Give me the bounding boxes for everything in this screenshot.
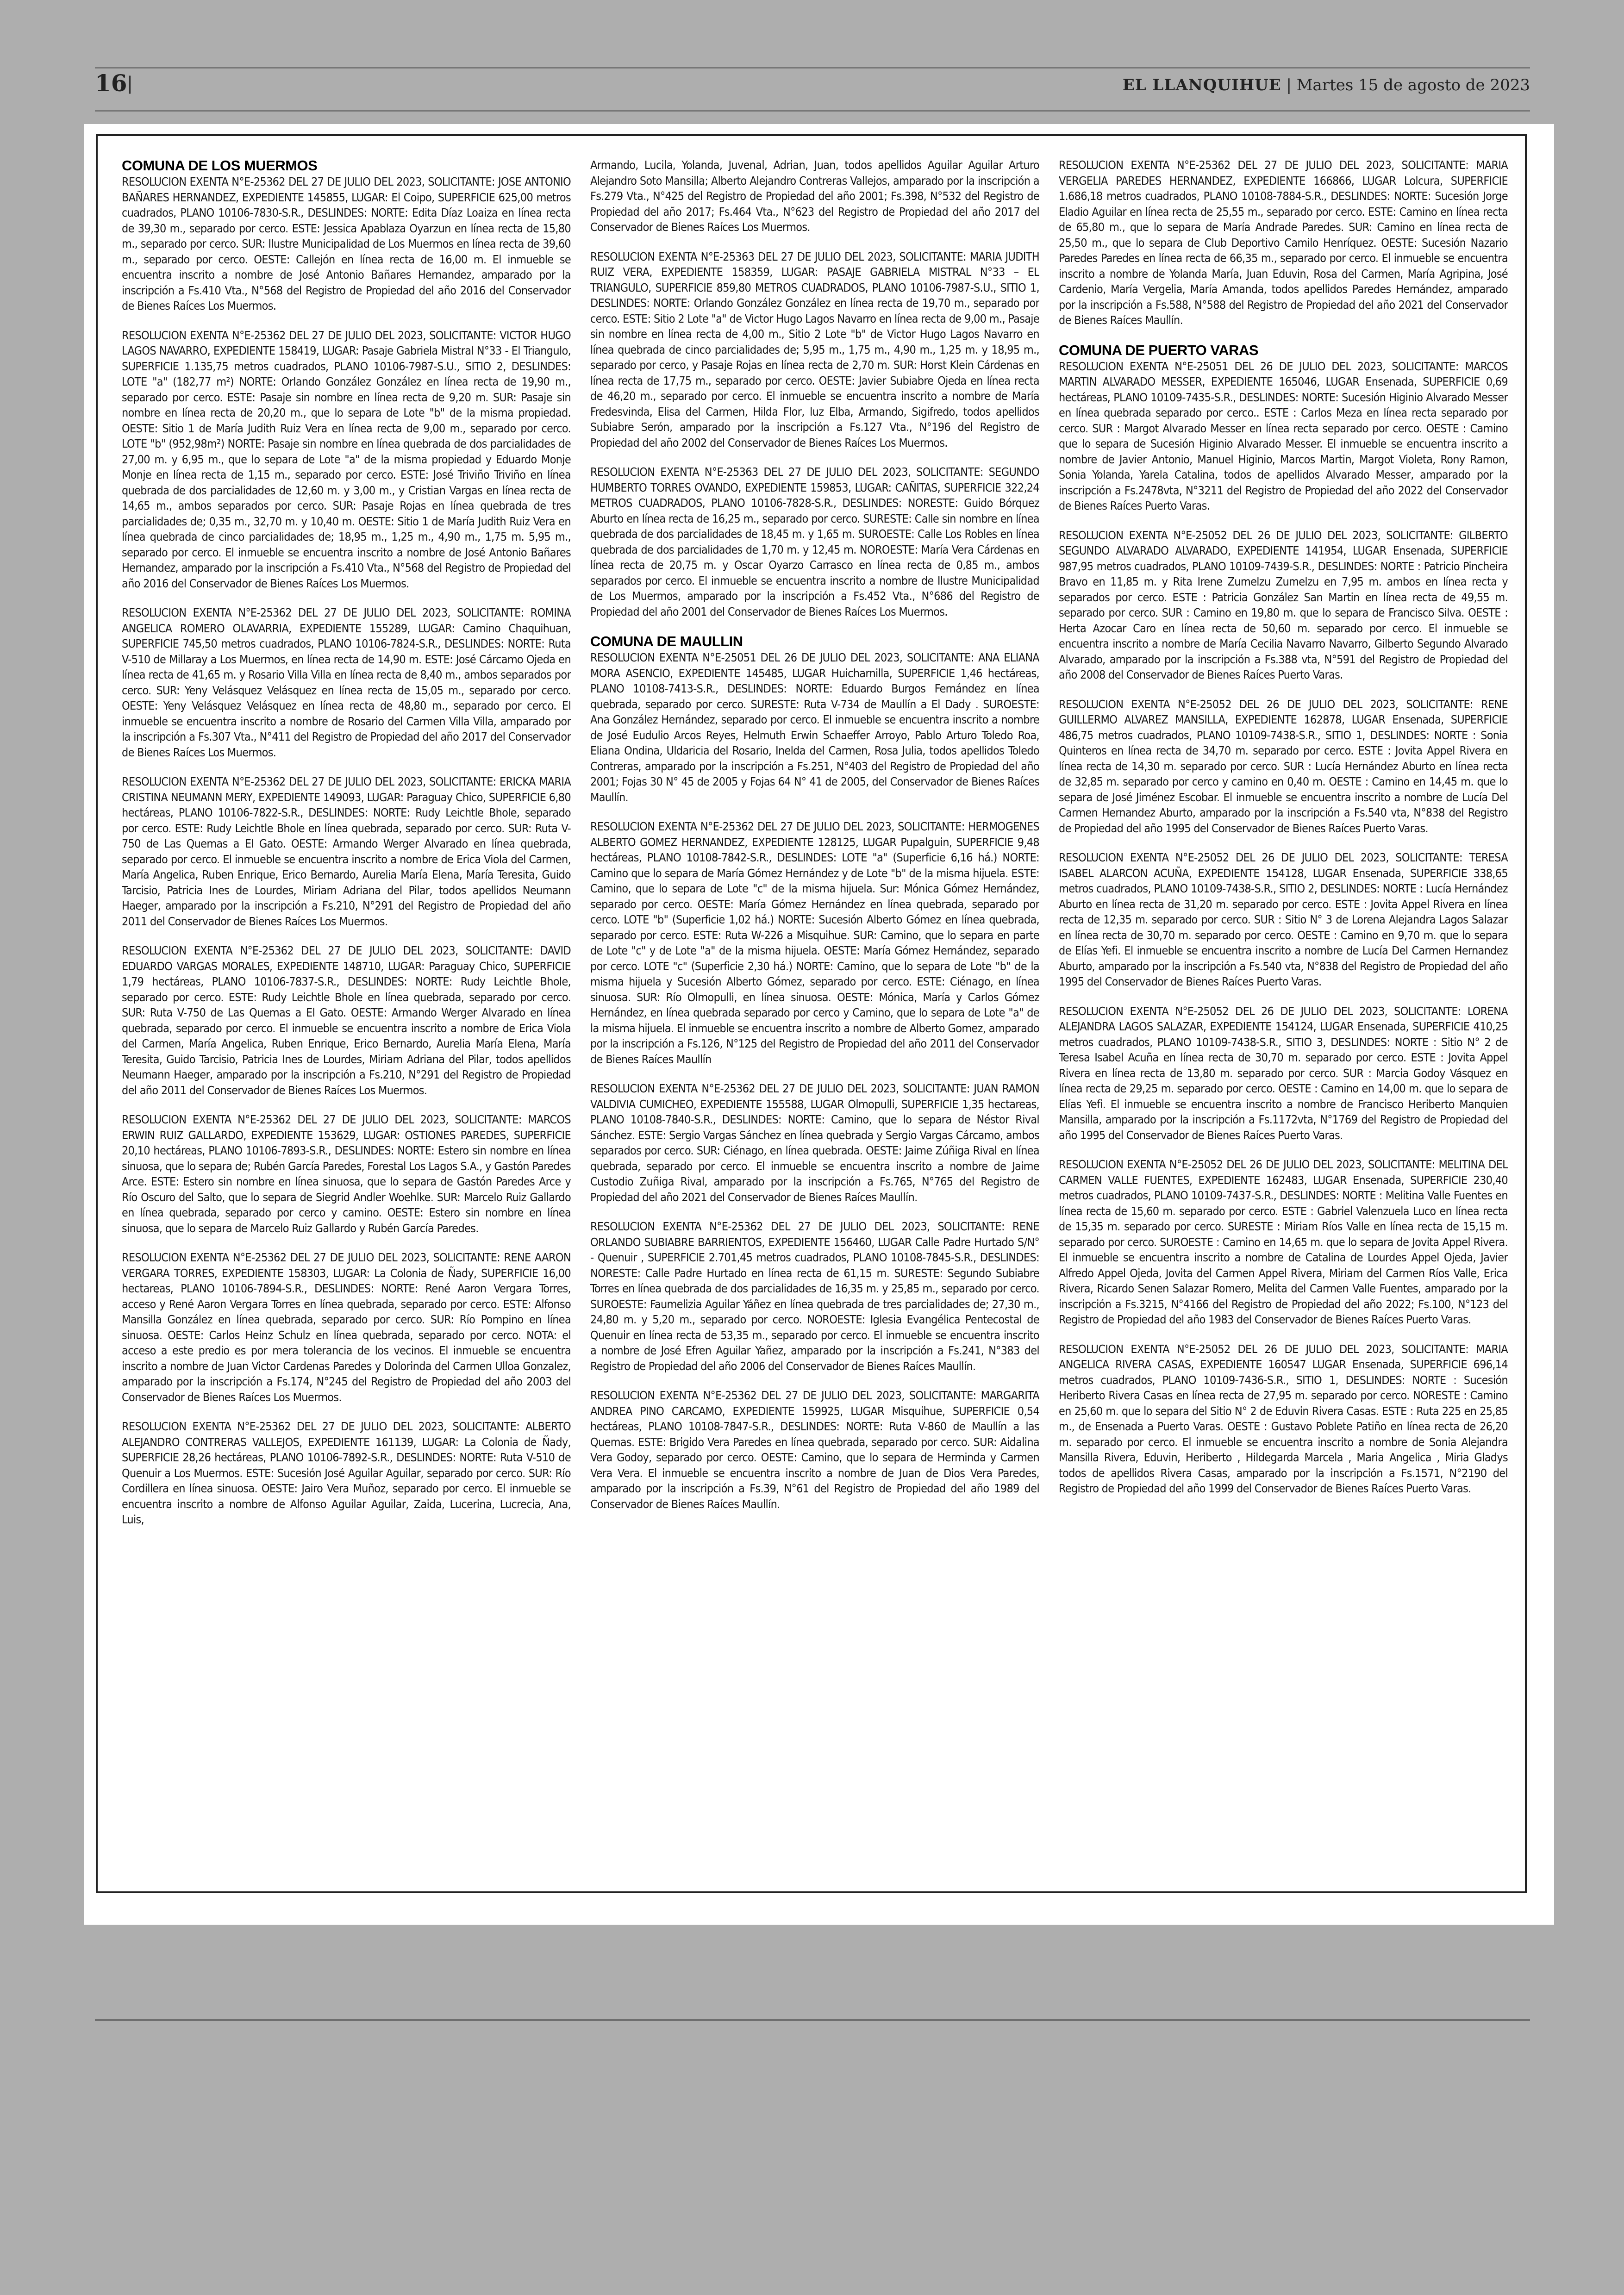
notice-column-3 [1059,157,1508,1870]
legal-notice: RESOLUCION EXENTA N°E-25052 DEL 26 DE JULIO DEL 2023, SOLICITANTE: MELITINA DEL CARMEN VALLE FUENTES, EXPEDIENTE 162483, LUGAR Ensenada, SUPERFICIE 230,40 metros cuadrados, PLANO 10109-7437-S.R., DESLINDES: NORTE : Melitina Valle Fuentes en línea recta de 15,60 m. separado por cerco. ESTE : Gabriel Valenzuela Luco en línea recta de 15,35 m. separado por cerco. SURESTE : Miriam Ríos Valle en línea recta de 15,15 m. separado por cerco. SUROESTE : Camino en 14,65 m. que lo separa de Jovita Appel Rivera. El inmueble se encuentra inscrito a nombre de Catalina de Lourdes Appel Ojeda, Javier Alfredo Appel Ojeda, Jovita del Carmen Appel Rivera, Miriam del Carmen Ríos Valle, Erica Rivera, Ricardo Senen Salazar Romero, Melita del Carmen Valle Fuentes, amparado por la inscripción a Fs.3215, N°4166 del Registro de Propiedad del año 2022; Fs.100, N°123 del Registro de Propiedad del año 1983 del Conservador de Bienes Raíces Puerto Varas. [1059,1158,1508,1326]
page-number: 16 [95,69,127,97]
legal-notice: RESOLUCION EXENTA N°E-25052 DEL 26 DE JULIO DEL 2023, SOLICITANTE: LORENA ALEJANDRA LAGOS SALAZAR, EXPEDIENTE 154124, LUGAR Ensenada, SUPERFICIE 410,25 metros cuadrados, PLANO 10109-7438-S.R., SITIO 3, DESLINDES: NORTE : Sitio N° 2 de Teresa Isabel Acuña en línea recta de 30,70 m. separado por cerco. ESTE : Jovita Appel Rivera en línea recta de 13,80 m. separado por cerco. SUR : Marcia Godoy Vásquez en línea recta de 29,25 m. separado por cerco. OESTE : Camino en 14,00 m. que lo separa de Elías Yefi. El inmueble se encuentra inscrito a nombre de Francisco Heriberto Manquien Mansilla, amparado por la inscripción a Fs.1172vta, N°1769 del Registro de Propiedad del año 1995 del Conservador de Bienes Raíces Puerto Varas. [1059,1004,1508,1142]
legal-notice: RESOLUCION EXENTA N°E-25363 DEL 27 DE JULIO DEL 2023, SOLICITANTE: MARIA JUDITH RUIZ VERA, EXPEDIENTE 158359, LUGAR: PASAJE GABRIELA MISTRAL N°33 – EL TRIANGULO, SUPERFICIE 859,80 METROS CUADRADOS, PLANO 10106-7987-S.U., SITIO 1, DESLINDES: NORTE: Orlando González González en línea recta de 19,70 m., separado por cerco. ESTE: Sitio 2 Lote "a" de Victor Hugo Lagos Navarro en línea recta de 9,00 m., Pasaje sin nombre en línea recta de 4,00 m., Sitio 2 Lote "b" de Victor Hugo Lagos Navarro en línea quebrada de cinco parcialidades de; 5,95 m., 1,75 m., 4,90 m., 1,25 m. y 18,95 m., separado por cerco, y Pasaje Rojas en línea recta de 2,70 m. SUR: Horst Klein Cárdenas en línea recta de 17,75 m., separado por cerco. OESTE: Javier Subiabre Ojeda en línea recta de 46,20 m., separado por cerco. El inmueble se encuentra inscrito a nombre de María Fredesvinda, Elisa del Carmen, Hilda Flor, luz Elba, Armando, Sigifredo, todos apellidos Subiabre Serón, amparado por la inscripción a Fs.127 Vta., N°196 del Registro de Propiedad del año 2002 del Conservador de Bienes Raíces Los Muermos. [590,249,1039,449]
date-separator: | [1281,76,1297,94]
legal-notice: Armando, Lucila, Yolanda, Juvenal, Adrian, Juan, todos apellidos Aguilar Aguilar Arturo Alejandro Soto Mansilla; Alberto Alejandro Contreras Vallejos, amparado por la inscripción a Fs.279 Vta., N°425 del Registro de Propiedad del año 2001; Fs.398, N°532 del Registro de Propiedad del año 2017; Fs.464 Vta., N°623 del Registro de Propiedad del año 2017 del Conservador de Bienes Raíces Los Muermos. [590,158,1039,234]
legal-notice: RESOLUCION EXENTA N°E-25362 DEL 27 DE JULIO DEL 2023, SOLICITANTE: JUAN RAMON VALDIVIA CUMICHEO, EXPEDIENTE 155588, LUGAR Olmopulli, SUPERFICIE 1,35 hectareas, PLANO 10108-7840-S.R., DESLINDES: NORTE: Camino, que lo separa de Néstor Rival Sánchez. ESTE: Sergio Vargas Sánchez en línea quebrada y Sergio Vargas Cárcamo, ambos separados por cerco. SUR: Ciénago, en línea quebrada. OESTE: Jaime Zúñiga Rival en línea quebrada, separado por cerco. El inmueble se encuentra inscrito a nombre de Jaime Custodio Zuñiga Rival, amparado por la inscripción a Fs.765, N°765 del Registro de Propiedad del año 2021 del Conservador de Bienes Raíces Maullín. [590,1082,1039,1204]
legal-notice: RESOLUCION EXENTA N°E-25362 DEL 27 DE JULIO DEL 2023, SOLICITANTE: ROMINA ANGELICA ROMERO OLAVARRIA, EXPEDIENTE 155289, LUGAR: Camino Chaquihuan, SUPERFICIE 745,50 metros cuadrados, PLANO 10106-7824-S.R., DESLINDES: NORTE: Ruta V-510 de Millaray a Los Muermos, en línea recta de 14,90 m. ESTE: José Cárcamo Ojeda en línea recta de 41,65 m. y Rosario Villa Villa en línea recta de 8,40 m., ambos separados por cerco. SUR: Yeny Velásquez Velásquez en línea recta de 15,05 m., separado por cerco. OESTE: Yeny Velásquez Velásquez en línea recta de 48,80 m., separado por cerco. El inmueble se encuentra inscrito a nombre de Rosario del Carmen Villa Villa, amparado por la inscripción a Fs.307 Vta., N°411 del Registro de Propiedad del año 2017 del Conservador de Bienes Raíces Los Muermos. [122,606,571,759]
header-top-rule [95,67,1530,69]
comuna-heading: COMUNA DE PUERTO VARAS [1059,342,1259,358]
notice-column-2 [590,157,1039,1870]
legal-notice: RESOLUCION EXENTA N°E-25362 DEL 27 DE JULIO DEL 2023, SOLICITANTE: MARGARITA ANDREA PINO CARCAMO, EXPEDIENTE 159925, LUGAR Misquihue, SUPERFICIE 0,54 hectáreas, PLANO 10108-7847-S.R., DESLINDES: NORTE: Ruta V-860 de Maullín a las Quemas. ESTE: Brigido Vera Paredes en línea quebrada, separado por cerco. SUR: Aidalina Vera Godoy, separado por cerco. OESTE: Camino, que lo separa de Herminda y Carmen Vera Vera. El inmueble se encuentra inscrito a nombre de Juan de Dios Vera Paredes, amparado por la inscripción a Fs.39, N°61 del Registro de Propiedad del año 1989 del Conservador de Bienes Raíces Maullín. [590,1389,1039,1511]
legal-notice: RESOLUCION EXENTA N°E-25362 DEL 27 DE JULIO DEL 2023, SOLICITANTE: VICTOR HUGO LAGOS NAVARRO, EXPEDIENTE 158419, LUGAR: Pasaje Gabriela Mistral N°33 - El Triangulo, SUPERFICIE 1.135,75 metros cuadrados, PLANO 10106-7987-S.U., SITIO 2, DESLINDES: LOTE "a" (182,77 m²) NORTE: Orlando González González en línea recta de 19,90 m., separado por cerco. ESTE: Pasaje sin nombre en línea recta de 9,20 m. SUR: Pasaje sin nombre en línea recta de 20,20 m., que lo separa de Lote "b" de la misma propiedad. OESTE: Sitio 1 de María Judith Ruiz Vera en línea recta de 9,00 m., separado por cerco. LOTE "b" (952,98m²) NORTE: Pasaje sin nombre en línea quebrada de dos parcialidades de 27,00 m. y 6,95 m., que lo separa de Lote "a" de la misma propiedad y Eduardo Monje Monje en línea recta de 1,15 m., separado por cerco. ESTE: José Triviño Triviño en línea quebrada de dos parcialidades de 12,60 m. y 3,00 m., y Cristian Vargas en línea recta de 14,65 m., ambos separados por cerco. SUR: Pasaje Rojas en línea quebrada de tres parcialidades de; 0,35 m., 32,70 m. y 10,40 m. OESTE: Sitio 1 de María Judith Ruiz Vera en línea quebrada de cinco parcialidades de; 18,95 m., 1,25 m., 4,90 m., 1,75 m. 5,95 m., separado por cerco. El inmueble se encuentra inscrito a nombre de José Antonio Bañares Hernandez, amparado por la inscripción a Fs.410 Vta., N°568 del Registro de Propiedad del año 2016 del Conservador de Bienes Raíces Los Muermos. [122,328,571,590]
page-number-separator: | [127,72,132,94]
legal-notice: RESOLUCION EXENTA N°E-25362 DEL 27 DE JULIO DEL 2023, SOLICITANTE: MARCOS ERWIN RUIZ GALLARDO, EXPEDIENTE 153629, LUGAR: OSTIONES PAREDES, SUPERFICIE 20,10 hectáreas, PLANO 10106-7893-S.R., DESLINDES: NORTE: Estero sin nombre en línea sinuosa, que lo separa de; Rubén García Paredes, Forestal Los Lagos S.A., y Gastón Paredes Arce. ESTE: Estero sin nombre en línea sinuosa, que lo separa de Gastón Paredes Arce y Río Oscuro del Salto, que lo separa de Siegrid Andler Woehlke. SUR: Marcelo Ruiz Gallardo en línea quebrada, separado por cerco y camino. OESTE: Estero sin nombre en línea sinuosa, que lo separa de Marcelo Ruiz Gallardo y Rubén García Paredes. [122,1113,571,1235]
legal-notice: RESOLUCION EXENTA N°E-25362 DEL 27 DE JULIO DEL 2023, SOLICITANTE: ERICKA MARIA CRISTINA NEUMANN MERY, EXPEDIENTE 149093, LUGAR: Paraguay Chico, SUPERFICIE 6,80 hectáreas, PLANO 10106-7822-S.R., DESLINDES: NORTE: Rudy Leichtle Bhole, separado por cerco. ESTE: Rudy Leichtle Bhole en línea quebrada, separado por cerco. SUR: Ruta V-750 de Las Quemas a El Gato. OESTE: Armando Werger Alvarado en línea quebrada, separado por cerco. El inmueble se encuentra inscrito a nombre de Erica Viola del Carmen, María Angelica, Ruben Enrique, Erico Bernardo, Aurelia María Elena, María Teresita, Guido Tarcisio, Patricia Ines de Lourdes, Miriam Adriana del Pilar, todos apellidos Neumann Haeger, amparado por la inscripción a Fs.210, N°291 del Registro de Propiedad del año 2011 del Conservador de Bienes Raíces Los Muermos. [122,775,571,928]
comuna-heading: COMUNA DE MAULLIN [590,633,743,649]
legal-notice: RESOLUCION EXENTA N°E-25362 DEL 27 DE JULIO DEL 2023, SOLICITANTE: HERMOGENES ALBERTO GOMEZ HERNANDEZ, EXPEDIENTE 128125, LUGAR Pupalguin, SUPERFICIE 9,48 hectáreas, PLANO 10108-7842-S.R., DESLINDES: LOTE "a" (Superficie 6,16 há.) NORTE: Camino que lo separa de María Gómez Hernández y de Lote "b" de la misma hijuela. ESTE: Camino, que lo separa de Lote "c" de la misma hijuela. Sur: Mónica Gómez Hernández, separado por cerco. OESTE: María Gómez Hernández en línea quebrada, separado por cerco. LOTE "b" (Superficie 1,02 há.) NORTE: Sucesión Alberto Gómez en línea quebrada, separado por cerco. ESTE: Ruta W-226 a Misquihue. SUR: Camino, que lo separa en parte de Lote "c" y de Lote "a" de la misma hijuela. OESTE: María Gómez Hernández, separado por cerco. LOTE "c" (Superficie 2,30 há.) NORTE: Camino, que lo separa de Lote "b" de la misma hijuela y Sucesión Alberto Gómez, separado por cerco. ESTE: Ciénago, en línea sinuosa. SUR: Río Olmopulli, en línea sinuosa. OESTE: Mónica, María y Carlos Gómez Hernández, en línea quebrada separado por cerco y Camino, que lo separa de Lote "a" de la misma hijuela. El inmueble se encuentra inscrito a nombre de Alberto Gomez, amparado por la inscripción a Fs.126, N°125 del Registro de Propiedad del año 2011 del Conservador de Bienes Raíces Maullín [590,820,1039,1066]
header-bottom-rule [95,110,1530,112]
comuna-heading: COMUNA DE LOS MUERMOS [122,157,318,174]
newspaper-name: EL LLANQUIHUE [1122,76,1281,94]
legal-notice: RESOLUCION EXENTA N°E-25051 DEL 26 DE JULIO DEL 2023, SOLICITANTE: MARCOS MARTIN ALVARADO MESSER, EXPEDIENTE 165046, LUGAR Ensenada, SUPERFICIE 0,69 hectáreas, PLANO 10109-7435-S.R., DESLINDES: NORTE: Sucesión Higinio Alvarado Messer en línea quebrada separado por cerco.. ESTE : Carlos Meza en línea recta separado por cerco. SUR : Margot Alvarado Messer en línea recta separado por cerco. OESTE : Camino que lo separa de Sucesión Higinio Alvarado Messer. El inmueble se encuentra inscrito a nombre de Javier Antonio, Manuel Higinio, Marcos Martin, Margot Violeta, Rony Ramon, Sonia Yolanda, Yarela Catalina, todos de apellidos Alvarado Messer, amparado por la inscripción a Fs.2478vta, N°3211 del Registro de Propiedad del año 2022 del Conservador de Bienes Raíces Puerto Varas. [1059,359,1508,512]
masthead [1123,76,1530,94]
legal-notice: RESOLUCION EXENTA N°E-25362 DEL 27 DE JULIO DEL 2023, SOLICITANTE: JOSE ANTONIO BAÑARES HERNANDEZ, EXPEDIENTE 145855, LUGAR: El Coipo, SUPERFICIE 625,00 metros cuadrados, PLANO 10106-7830-S.R., DESLINDES: NORTE: Edita Díaz Loaiza en línea recta de 39,30 m., separado por cerco. ESTE: Jessica Apablaza Oyarzun en línea recta de 15,80 m., separado por cerco. SUR: Ilustre Municipalidad de Los Muermos en línea recta de 39,60 m., separado por cerco. OESTE: Callejón en línea recta de 16,00 m. El inmueble se encuentra inscrito a nombre de José Antonio Bañares Hernandez, amparado por la inscripción a Fs.410 Vta., N°568 del Registro de Propiedad del año 2016 del Conservador de Bienes Raíces Los Muermos. [122,175,571,312]
notice-column-1 [122,157,571,1870]
legal-notice: RESOLUCION EXENTA N°E-25052 DEL 26 DE JULIO DEL 2023, SOLICITANTE: TERESA ISABEL ALARCON ACUÑA, EXPEDIENTE 154128, LUGAR Ensenada, SUPERFICIE 338,65 metros cuadrados, PLANO 10109-7438-S.R., SITIO 2, DESLINDES: NORTE : Lucía Hernández Aburto en línea recta de 31,20 m. separado por cerco. ESTE : Jovita Appel Rivera en línea recta de 12,35 m. separado por cerco. SUR : Sitio N° 3 de Lorena Alejandra Lagos Salazar en línea recta de 30,70 m. separado por cerco. OESTE : Camino en 9,70 m. que lo separa de Elías Yefi. El inmueble se encuentra inscrito a nombre de Lucía Del Carmen Hernandez Aburto, amparado por la inscripción a Fs.540 vta, N°838 del Registro de Propiedad del año 1995 del Conservador de Bienes Raíces Puerto Varas. [1059,851,1508,988]
legal-notice: RESOLUCION EXENTA N°E-25052 DEL 26 DE JULIO DEL 2023, SOLICITANTE: MARIA ANGELICA RIVERA CASAS, EXPEDIENTE 160547 LUGAR Ensenada, SUPERFICIE 696,14 metros cuadrados, PLANO 10109-7436-S.R., SITIO 1, DESLINDES: NORTE : Sucesión Heriberto Rivera Casas en línea recta de 27,95 m. separado por cerco. NORESTE : Camino en 25,60 m. que lo separa del Sitio N° 2 de Eduvin Rivera Casas. ESTE : Ruta 225 en 25,85 m., de Ensenada a Puerto Varas. OESTE : Gustavo Poblete Patiño en línea recta de 26,20 m. separado por cerco. El inmueble se encuentra inscrito a nombre de Sonia Alejandra Mansilla Rivera, Eduvin, Heriberto , Hildegarda Marcela , Maria Angelica , Miria Gladys todos de apellidos Rivera Casas, amparado por la inscripción a Fs.1571, N°2190 del Registro de Propiedad del año 1999 del Conservador de Bienes Raíces Puerto Varas. [1059,1342,1508,1495]
legal-notice: RESOLUCION EXENTA N°E-25363 DEL 27 DE JULIO DEL 2023, SOLICITANTE: SEGUNDO HUMBERTO TORRES OVANDO, EXPEDIENTE 159853, LUGAR: CAÑITAS, SUPERFICIE 322,24 METROS CUADRADOS, PLANO 10106-7828-S.R., DESLINDES: NORESTE: Guido Bórquez Aburto en línea recta de 16,25 m., separado por cerco. SURESTE: Calle sin nombre en línea quebrada de dos parcialidades de 18,45 m. y 1,65 m. SUROESTE: Calle Los Robles en línea quebrada de dos parcialidades de 1,70 m. y 12,45 m. NOROESTE: María Vera Cárdenas en línea recta de 20,75 m. y Oscar Oyarzo Carrasco en línea recta de 0,85 m., ambos separados por cerco. El inmueble se encuentra inscrito a nombre de Ilustre Municipalidad de Los Muermos, amparado por la inscripción a Fs.452 Vta., N°686 del Registro de Propiedad del año 2001 del Conservador de Bienes Raíces Los Muermos. [590,465,1039,618]
legal-notice: RESOLUCION EXENTA N°E-25052 DEL 26 DE JULIO DEL 2023, SOLICITANTE: GILBERTO SEGUNDO ALVARADO ALVARADO, EXPEDIENTE 141954, LUGAR Ensenada, SUPERFICIE 987,95 metros cuadrados, PLANO 10109-7439-S.R., DESLINDES: NORTE : Patricio Pincheira Bravo en 11,85 m. y Rita Irene Zumelzu Zumelzu en 7,95 m. ambos en línea recta y separados por cerco. ESTE : Patricia González San Martin en línea recta de 49,55 m. separado por cerco. SUR : Camino en 19,80 m. que lo separa de Francisco Silva. OESTE : Herta Azocar Caro en línea recta de 50,60 m. separado por cerco. El inmueble se encuentra inscrito a nombre de María Cecilia Navarro Navarro, Gilberto Segundo Alvarado Alvarado, amparado por la inscripción a Fs.388 vta, N°591 del Registro de Propiedad del año 2008 del Conservador de Bienes Raíces Puerto Varas. [1059,528,1508,681]
legal-notice: RESOLUCION EXENTA N°E-25362 DEL 27 DE JULIO DEL 2023, SOLICITANTE: MARIA VERGELIA PAREDES HERNANDEZ, EXPEDIENTE 166866, LUGAR Lolcura, SUPERFICIE 1.686,18 metros cuadrados, PLANO 10108-7884-S.R., DESLINDES: NORTE: Sucesión Jorge Eladio Aguilar en línea recta de 25,55 m., separado por cerco. ESTE: Camino en línea recta de 65,80 m., que lo separa de María Andrade Paredes. SUR: Camino en línea recta de 25,50 m., que lo separa de Club Deportivo Camilo Henríquez. OESTE: Sucesión Nazario Paredes Paredes en línea recta de 66,35 m., separado por cerco. El inmueble se encuentra inscrito a nombre de Yolanda María, Juan Eduvin, Rosa del Carmen, María Agripina, José Cardenio, María Vergelia, María Amanda, todos apellidos Paredes Hernández, amparado por la inscripción a Fs.588, N°588 del Registro de Propiedad del año 2021 del Conservador de Bienes Raíces Maullín. [1059,158,1508,327]
legal-notice: RESOLUCION EXENTA N°E-25362 DEL 27 DE JULIO DEL 2023, SOLICITANTE: DAVID EDUARDO VARGAS MORALES, EXPEDIENTE 148710, LUGAR: Paraguay Chico, SUPERFICIE 1,79 hectáreas, PLANO 10106-7837-S.R., DESLINDES: NORTE: Rudy Leichtle Bhole, separado por cerco. ESTE: Rudy Leichtle Bhole en línea quebrada, separado por cerco. SUR: Ruta V-750 de Las Quemas a El Gato. OESTE: Armando Werger Alvarado en línea quebrada, separado por cerco. El inmueble se encuentra inscrito a nombre de Erica Viola del Carmen, María Angelica, Ruben Enrique, Erico Bernardo, Aurelia María Elena, María Teresita, Guido Tarcisio, Patricia Ines de Lourdes, Miriam Adriana del Pilar, todos apellidos Neumann Haeger, amparado por la inscripción a Fs.210, N°291 del Registro de Propiedad del año 2011 del Conservador de Bienes Raíces Los Muermos. [122,944,571,1097]
legal-notice: RESOLUCION EXENTA N°E-25362 DEL 27 DE JULIO DEL 2023, SOLICITANTE: RENE ORLANDO SUBIABRE BARRIENTOS, EXPEDIENTE 156460, LUGAR Calle Padre Hurtado S/N° - Quenuir , SUPERFICIE 2.701,45 metros cuadrados, PLANO 10108-7845-S.R., DESLINDES: NORESTE: Calle Padre Hurtado en línea recta de 61,15 m. SURESTE: Segundo Subiabre Torres en línea quebrada de dos parcialidades de 16,35 m. y 25,85 m., separado por cerco. SUROESTE: Faumelizia Aguilar Yáñez en línea quebrada de tres parcialidades de; 27,30 m., 24,80 m. y 5,20 m., separado por cerco. NOROESTE: Iglesia Evangélica Pentecostal de Quenuir en línea recta de 53,35 m., separado por cerco. El inmueble se encuentra inscrito a nombre de José Efren Aguilar Yañez, amparado por la inscripción a Fs.241, N°383 del Registro de Propiedad del año 2006 del Conservador de Bienes Raíces Maullín. [590,1220,1039,1373]
page-header [95,69,1530,108]
legal-notice: RESOLUCION EXENTA N°E-25052 DEL 26 DE JULIO DEL 2023, SOLICITANTE: RENE GUILLERMO ALVAREZ MANSILLA, EXPEDIENTE 162878, LUGAR Ensenada, SUPERFICIE 486,75 metros cuadrados, PLANO 10109-7438-S.R., SITIO 1, DESLINDES: NORTE : Sonia Quinteros en línea recta de 34,70 m. separado por cerco. ESTE : Jovita Appel Rivera en línea recta de 14,30 m. separado por cerco. SUR : Lucía Hernández Aburto en línea recta de 32,85 m. separado por cerco y camino en 0,40 m. OESTE : Camino en 14,45 m. que lo separa de José Jiménez Escobar. El inmueble se encuentra inscrito a nombre de Lucía Del Carmen Hernandez Aburto, amparado por la inscripción a Fs.540 vta, N°838 del Registro de Propiedad del año 1995 del Conservador de Bienes Raíces Puerto Varas. [1059,697,1508,835]
page-bottom-rule [95,2019,1530,2021]
issue-date: Martes 15 de agosto de 2023 [1296,76,1530,94]
legal-notice: RESOLUCION EXENTA N°E-25051 DEL 26 DE JULIO DEL 2023, SOLICITANTE: ANA ELIANA MORA ASENCIO, EXPEDIENTE 145485, LUGAR Huicharnilla, SUPERFICIE 1,46 hectáreas, PLANO 10108-7413-S.R., DESLINDES: NORTE: Eduardo Burgos Fernández en línea quebrada, separado por cerco. SURESTE: Ruta V-734 de Maullín a El Dady . SUROESTE: Ana González Hernández, separado por cerco. El inmueble se encuentra inscrito a nombre de José Eudulio Arcos Reyes, Helmuth Erwin Schaeffer Arroyo, Pablo Arturo Toledo Roa, Eliana Ondina, Uldaricia del Rosario, Inelda del Carmen, Rosa Julia, todos apellidos Toledo Contreras, amparado por la inscripción a Fs.251, N°403 del Registro de Propiedad del año 2001; Fojas 30 N° 45 de 2005 y Fojas 64 N° 41 de 2005, del Conservador de Bienes Raíces Maullín. [590,651,1039,804]
legal-notice: RESOLUCION EXENTA N°E-25362 DEL 27 DE JULIO DEL 2023, SOLICITANTE: RENE AARON VERGARA TORRES, EXPEDIENTE 158303, LUGAR: La Colonia de Ñady, SUPERFICIE 16,00 hectareas, PLANO 10106-7894-S.R., DESLINDES: NORTE: René Aaron Vergara Torres, acceso y René Aaron Vergara Torres en línea quebrada, separado por cerco. ESTE: Alfonso Mansilla González en línea quebrada, separado por cerco. SUR: Río Pompino en línea sinuosa. OESTE: Carlos Heinz Schulz en línea quebrada, separado por cerco. NOTA: el acceso a este predio es por mera tolerancia de los vecinos. El inmueble se encuentra inscrito a nombre de Juan Victor Cardenas Paredes y Dolorinda del Carmen Ulloa Gonzalez, amparado por la inscripción a Fs.174, N°245 del Registro de Propiedad del año 2003 del Conservador de Bienes Raíces Los Muermos. [122,1251,571,1404]
legal-notice: RESOLUCION EXENTA N°E-25362 DEL 27 DE JULIO DEL 2023, SOLICITANTE: ALBERTO ALEJANDRO CONTRERAS VALLEJOS, EXPEDIENTE 161139, LUGAR: La Colonia de Ñady, SUPERFICIE 28,26 hectáreas, PLANO 10106-7892-S.R., DESLINDES: NORTE: Ruta V-510 de Quenuir a Los Muermos. ESTE: Sucesión José Aguilar Aguilar, separado por cerco. SUR: Río Cordillera en línea sinuosa. OESTE: Jairo Vera Muñoz, separado por cerco. El inmueble se encuentra inscrito a nombre de Alfonso Aguilar Aguilar, Zaida, Lucerina, Lucrecia, Ana, Luis, [122,1420,571,1526]
